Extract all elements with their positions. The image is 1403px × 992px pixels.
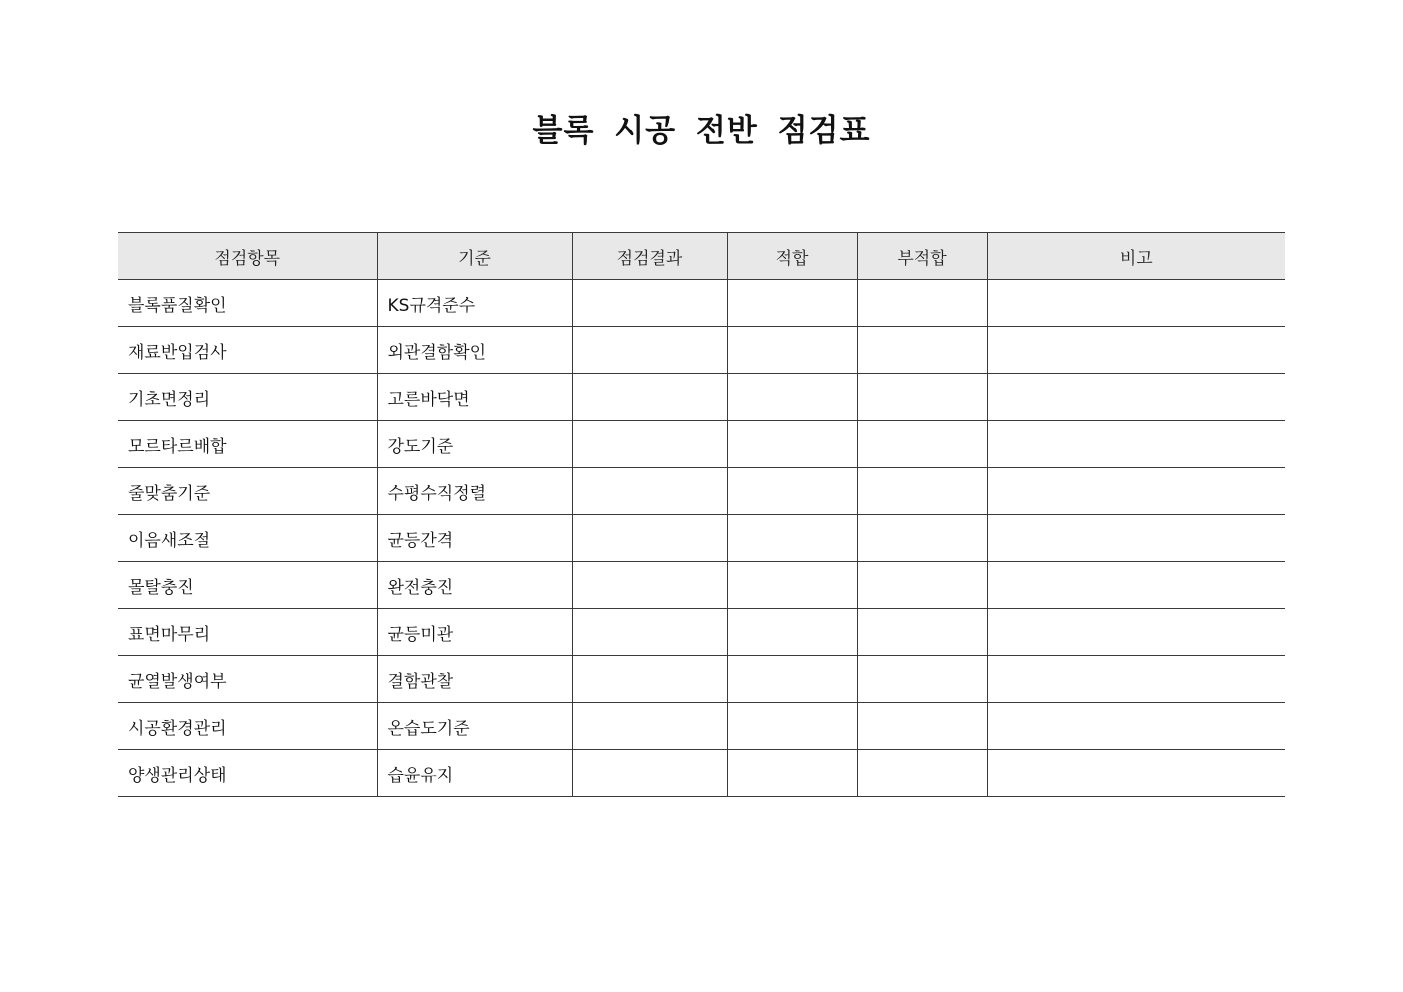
cell-item: 블록품질확인 [118, 280, 377, 327]
cell-item: 시공환경관리 [118, 703, 377, 750]
cell-pass[interactable] [727, 327, 857, 374]
cell-pass[interactable] [727, 374, 857, 421]
cell-pass[interactable] [727, 515, 857, 562]
table-row [118, 421, 1285, 468]
cell-standard: 외관결함확인 [377, 327, 572, 374]
cell-fail[interactable] [857, 327, 987, 374]
cell-fail[interactable] [857, 468, 987, 515]
table-row [118, 327, 1285, 374]
table-row [118, 280, 1285, 327]
cell-result[interactable] [572, 750, 727, 797]
table-body [118, 280, 1285, 797]
cell-item: 몰탈충진 [118, 562, 377, 609]
cell-item: 표면마무리 [118, 609, 377, 656]
cell-item: 줄맞춤기준 [118, 468, 377, 515]
cell-item: 이음새조절 [118, 515, 377, 562]
cell-pass[interactable] [727, 609, 857, 656]
cell-fail[interactable] [857, 421, 987, 468]
cell-standard: 온습도기준 [377, 703, 572, 750]
header-pass: 적합 [727, 233, 857, 280]
cell-result[interactable] [572, 280, 727, 327]
table-row [118, 609, 1285, 656]
cell-fail[interactable] [857, 750, 987, 797]
cell-standard: 강도기준 [377, 421, 572, 468]
cell-remarks[interactable] [987, 421, 1285, 468]
cell-result[interactable] [572, 562, 727, 609]
cell-fail[interactable] [857, 656, 987, 703]
cell-remarks[interactable] [987, 750, 1285, 797]
cell-remarks[interactable] [987, 374, 1285, 421]
page-title: 블록 시공 전반 점검표 [532, 113, 871, 149]
cell-result[interactable] [572, 327, 727, 374]
cell-standard: 수평수직정렬 [377, 468, 572, 515]
cell-remarks[interactable] [987, 327, 1285, 374]
header-inspection-result: 점검결과 [572, 233, 727, 280]
header-inspection-item: 점검항목 [118, 233, 377, 280]
header-fail: 부적합 [857, 233, 987, 280]
cell-pass[interactable] [727, 750, 857, 797]
cell-result[interactable] [572, 703, 727, 750]
cell-fail[interactable] [857, 562, 987, 609]
cell-result[interactable] [572, 421, 727, 468]
cell-remarks[interactable] [987, 609, 1285, 656]
cell-item: 모르타르배합 [118, 421, 377, 468]
cell-pass[interactable] [727, 703, 857, 750]
cell-fail[interactable] [857, 703, 987, 750]
cell-pass[interactable] [727, 656, 857, 703]
cell-standard: 결함관찰 [377, 656, 572, 703]
cell-fail[interactable] [857, 609, 987, 656]
cell-pass[interactable] [727, 280, 857, 327]
table-row [118, 468, 1285, 515]
cell-fail[interactable] [857, 374, 987, 421]
cell-item: 기초면정리 [118, 374, 377, 421]
cell-remarks[interactable] [987, 656, 1285, 703]
cell-item: 양생관리상태 [118, 750, 377, 797]
table-row [118, 562, 1285, 609]
cell-pass[interactable] [727, 421, 857, 468]
table-row [118, 656, 1285, 703]
cell-standard: 고른바닥면 [377, 374, 572, 421]
header-standard: 기준 [377, 233, 572, 280]
inspection-table [118, 232, 1285, 797]
cell-result[interactable] [572, 374, 727, 421]
cell-result[interactable] [572, 468, 727, 515]
cell-item: 재료반입검사 [118, 327, 377, 374]
cell-standard: 습윤유지 [377, 750, 572, 797]
cell-remarks[interactable] [987, 562, 1285, 609]
cell-standard: 균등미관 [377, 609, 572, 656]
cell-remarks[interactable] [987, 515, 1285, 562]
cell-result[interactable] [572, 656, 727, 703]
cell-fail[interactable] [857, 515, 987, 562]
table-row [118, 374, 1285, 421]
cell-pass[interactable] [727, 562, 857, 609]
cell-standard: 균등간격 [377, 515, 572, 562]
header-remarks: 비고 [987, 233, 1285, 280]
cell-item: 균열발생여부 [118, 656, 377, 703]
table-row [118, 750, 1285, 797]
table-row [118, 703, 1285, 750]
cell-standard: KS규격준수 [377, 280, 572, 327]
table-header [118, 233, 1285, 280]
cell-remarks[interactable] [987, 468, 1285, 515]
cell-standard: 완전충진 [377, 562, 572, 609]
cell-fail[interactable] [857, 280, 987, 327]
cell-result[interactable] [572, 609, 727, 656]
cell-remarks[interactable] [987, 703, 1285, 750]
cell-result[interactable] [572, 515, 727, 562]
header-row [118, 233, 1285, 280]
table-row [118, 515, 1285, 562]
cell-remarks[interactable] [987, 280, 1285, 327]
cell-pass[interactable] [727, 468, 857, 515]
